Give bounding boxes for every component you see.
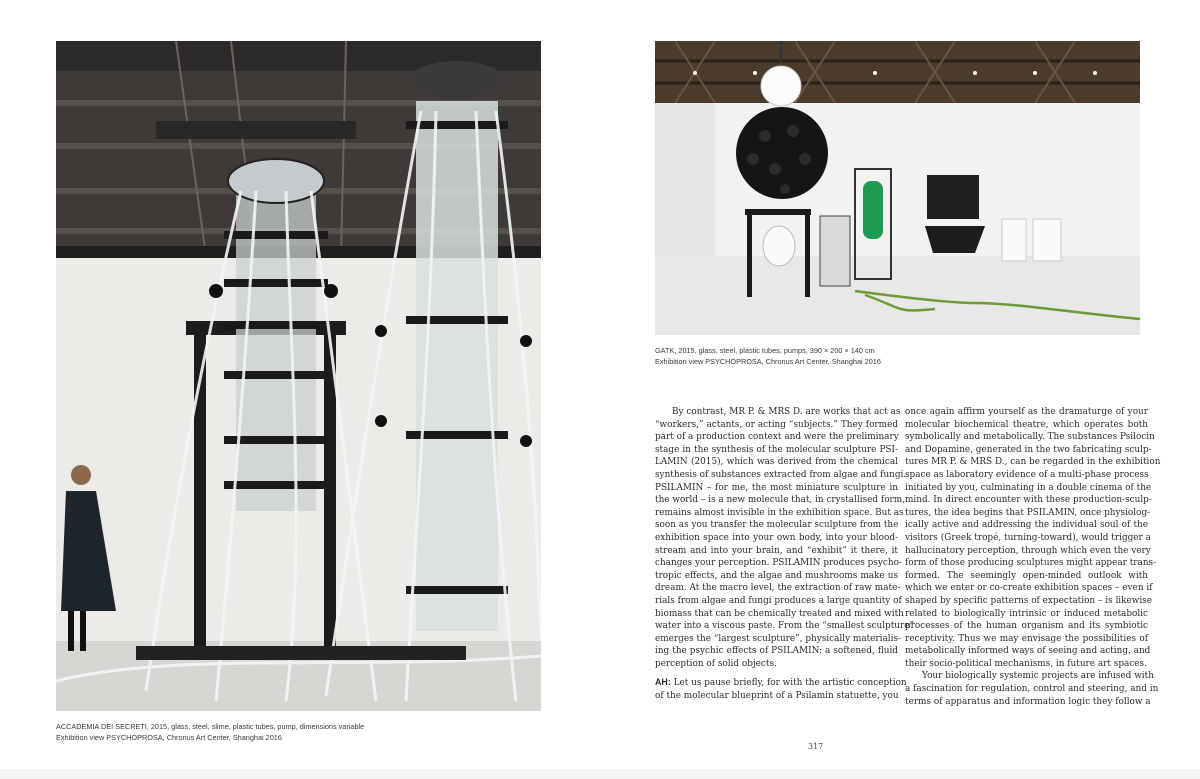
text-line: LAMIN (2015), which was derived from the chemical [655,457,898,468]
caption-line: GATK, 2015, glass, steel, plastic tubes, pumps, 390 × 200 × 140 cm [655,346,875,355]
text-line: rials from algae and fungi produces a large quantity of [655,595,902,606]
caption-line: ACCADEMIA DEI SECRETI, 2015, glass, steel, slime, plastic tubes, pump, dimensions variable [56,722,365,731]
text-line: their socio-political mechanisms, in future art spaces. [905,658,1147,669]
text-line: space as laboratory evidence of a multi-phase process [905,469,1149,480]
text-line: the world – is a new molecule that, in crystallised form, [655,495,906,506]
text-line: once again affirm yourself as the dramaturge of your [905,407,1148,417]
text-line: symbolically and metabolically. The substances Psilocin [905,432,1155,443]
text-line: form of those producing sculptures might appear trans- [905,558,1157,569]
speaker-label: AH: [655,677,671,688]
text-segment: Let us pause briefly, for with the artistic conception [673,678,907,689]
text-line: biomass that can be chemically treated and mixed with [655,608,904,619]
text-line: Your biologically systemic projects are infused with [922,671,1154,682]
right-artwork-photo [655,41,1140,335]
text-line: related to biologically intrinsic or induced metabolic [905,608,1148,619]
text-line: changes your perception. PSILAMIN produces psycho- [655,558,902,569]
text-line: metabolically informed ways of seeing and acting, and [905,646,1151,657]
right-photo-caption [655,346,881,367]
text-line: hallucinatory perception, through which even the very [905,545,1151,556]
page-number: 317 [808,742,824,751]
text-line: water into a viscous paste. From the “smallest sculpture” [655,621,915,632]
text-line: “workers,” actants, or acting “subjects.” They formed [655,419,898,430]
page-bottom-edge [0,769,1200,779]
lab-columns-illustration [56,41,541,711]
text-line: stream and into your brain, and “exhibit” it there, it [655,545,898,556]
text-line: By contrast, MR P. & MRS D. are works that act as [672,407,901,417]
text-line: and Dopamine, generated in the two fabricating sculp- [905,444,1152,455]
interview-line [655,676,907,690]
caption-line: Exhibition view PSYCHOPROSA, Chronus Art Center, Shanghai 2016 [655,356,881,366]
text-line: part of a production context and were the preliminary [655,432,899,443]
text-line: stage in the synthesis of the molecular sculpture PSI- [655,444,898,455]
text-line: emerges the “largest sculpture”, physically materialis- [655,633,902,644]
text-line: receptivity. Thus we may envisage the possibilities of [905,633,1148,644]
text-line: dream. At the macro level, the extraction of raw mate- [655,583,901,594]
text-line: shaped by specific patterns of expectation – is likewise [905,595,1152,606]
text-line: tropic effects, and the algae and mushrooms make us [655,570,898,581]
text-line: of the molecular blueprint of a Psilamin statuette, you [655,691,899,702]
gatk-installation-illustration [655,41,1140,335]
text-line: ically active and addressing the individual soul of the [905,520,1148,531]
text-line: synthesis of substances extracted from algae and fungi. [655,469,907,480]
left-photo-caption [56,722,364,743]
text-line: mind. In direct encounter with these production-sculp- [905,495,1152,506]
text-line: soon as you transfer the molecular sculpture from the [655,520,899,531]
caption-line: Exhibition view PSYCHOPROSA, Chronus Art Center, Shanghai 2016 [56,732,282,742]
text-line: terms of apparatus and information logic they follow a [905,696,1151,707]
text-line: remains almost invisible in the exhibition space. But as [655,507,904,518]
text-line: tures MR P. & MRS D., can be regarded in the exhibition [905,457,1161,468]
text-line: a fascination for regulation, control and steering, and in [905,684,1159,695]
text-line: processes of the human organism and its symbiotic [905,621,1148,632]
text-line: which we enter or co-create exhibition spaces – even if [905,583,1153,594]
body-text-column-2 [905,406,1161,708]
text-line: exhibition space into your own body, into your blood- [655,532,898,543]
text-line: initiated by you, culminating in a double cinema of the [905,482,1152,493]
text-line: tures, the idea begins that PSILAMIN, once physiolog- [905,507,1151,518]
text-line: visitors (Greek tropé, turning-toward), would trigger a [905,532,1151,543]
body-text-column-1 [655,406,915,703]
text-line: formed. The seemingly open-minded outlook with [905,570,1148,581]
text-line: ing the psychic effects of PSILAMIN: a softened, fluid [655,646,898,657]
text-line: perception of solid objects. [655,658,777,669]
text-line: PSILAMIN – for me, the most miniature sculpture in [655,482,898,493]
left-artwork-photo [56,41,541,711]
text-line: molecular biochemical theatre, which operates both [905,419,1148,430]
